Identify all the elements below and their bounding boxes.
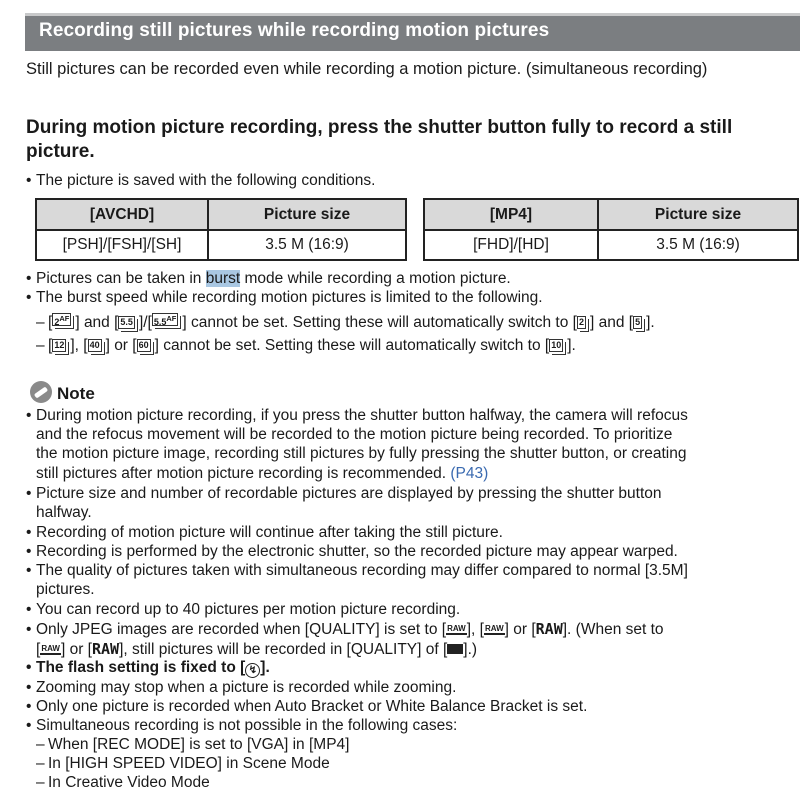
burst-5-5-icon: 5.5 — [120, 317, 133, 327]
note-item-cont: pictures. — [36, 581, 95, 598]
note-quality: • Only JPEG images are recorded when [QUALITY] is set to [RAW], [RAW] or [RAW]. (When set to — [26, 620, 664, 638]
case-item: – When [REC MODE] is set to [VGA] in [MP4] — [36, 736, 350, 753]
mp4-table — [423, 198, 799, 261]
burst-60-icon: 60 — [138, 340, 149, 350]
burst-40-icon: 40 — [89, 340, 100, 350]
note-item: • Zooming may stop when a picture is recorded while zooming. — [26, 679, 457, 696]
burst-12-icon: 12 — [54, 340, 65, 350]
burst-2af-icon: $2^{AF}$ — [54, 314, 70, 327]
table-header: [AVCHD] — [36, 199, 208, 230]
burst-dash-2: – [ 12 ], [ 40 ] or [ 60 ] cannot be set. Setting these will automatically switch to [ 10 ]. — [36, 337, 576, 354]
burst-2-icon: 2 — [578, 317, 584, 327]
flash-off-icon: ↯ — [245, 663, 260, 678]
page-link[interactable]: (P43) — [450, 465, 489, 482]
burst-5-icon: 5 — [635, 317, 641, 327]
raw-standard-icon: RAW — [41, 644, 60, 653]
note-item: • Recording is performed by the electronic shutter, so the recorded picture may appear warped. — [26, 543, 678, 560]
note-item-cont: still pictures after motion picture recording is recommended. (P43) — [36, 465, 489, 482]
burst-10-icon: 10 — [551, 340, 562, 350]
quality-fine-icon — [447, 644, 463, 654]
table-cell: [FHD]/[HD] — [424, 230, 598, 260]
section-header-bar — [25, 13, 800, 51]
highlighted-word: burst — [205, 270, 241, 287]
table-cell: 3.5 M (16:9) — [598, 230, 798, 260]
burst-5-5af-icon: $5.5^{AF}$ — [153, 314, 177, 327]
table-cell: [PSH]/[FSH]/[SH] — [36, 230, 208, 260]
table-header: Picture size — [598, 199, 798, 230]
burst-line-2: • The burst speed while recording motion pictures is limited to the following. — [26, 289, 543, 306]
avchd-table — [35, 198, 407, 261]
note-item: • During motion picture recording, if you press the shutter button halfway, the camera will refocus — [26, 407, 688, 424]
note-title: Note — [57, 384, 95, 403]
table-cell: 3.5 M (16:9) — [208, 230, 406, 260]
note-item: • Recording of motion picture will continue after taking the still picture. — [26, 524, 503, 541]
note-item-cont: halfway. — [36, 504, 92, 521]
section-title: Recording still pictures while recording motion pictures — [39, 20, 550, 41]
intro-text: Still pictures can be recorded even while recording a motion picture. (simultaneous recording) — [26, 60, 708, 78]
burst-line-1: • Pictures can be taken in burst mode while recording a motion picture. — [26, 270, 511, 287]
saved-conditions: • The picture is saved with the following conditions. — [26, 172, 376, 189]
case-item: – In Creative Video Mode — [36, 774, 210, 791]
subheading: During motion picture recording, press the shutter button fully to record a still picture. — [26, 117, 733, 162]
note-pencil-icon — [30, 381, 52, 403]
burst-dash-1: – [ $2^{AF}$ ] and [ 5.5 ]/[ $5.5^{AF}$ ] cannot be set. Setting these will automatically switch to [ 2 ] and [ 5 ]. — [36, 314, 655, 331]
note-item: • Simultaneous recording is not possible in the following cases: — [26, 717, 458, 734]
note-item: • The quality of pictures taken with simultaneous recording may differ compared to normal [3.5M] — [26, 562, 688, 579]
raw-standard-icon: RAW — [484, 624, 504, 633]
table-header: Picture size — [208, 199, 406, 230]
note-item: • Picture size and number of recordable pictures are displayed by pressing the shutter button — [26, 485, 662, 502]
table-header: [MP4] — [424, 199, 598, 230]
note-flash: • The flash setting is fixed to [ ↯ ]. — [26, 659, 270, 676]
note-item-cont: and the refocus movement will be recorded to the motion picture being recorded. To prioritize — [36, 426, 673, 443]
raw-fine-icon: RAW — [447, 624, 466, 633]
note-item: • Only one picture is recorded when Auto Bracket or White Balance Bracket is set. — [26, 698, 588, 715]
note-item-cont: the motion picture image, recording still pictures by fully pressing the shutter button, or creating — [36, 445, 687, 462]
note-quality-cont: [RAW] or [RAW], still pictures will be recorded in [QUALITY] of [ ].) — [36, 640, 478, 658]
raw-icon: RAW — [535, 620, 563, 638]
note-item: • You can record up to 40 pictures per motion picture recording. — [26, 601, 461, 618]
case-item: – In [HIGH SPEED VIDEO] in Scene Mode — [36, 755, 330, 772]
raw-icon: RAW — [92, 640, 120, 658]
